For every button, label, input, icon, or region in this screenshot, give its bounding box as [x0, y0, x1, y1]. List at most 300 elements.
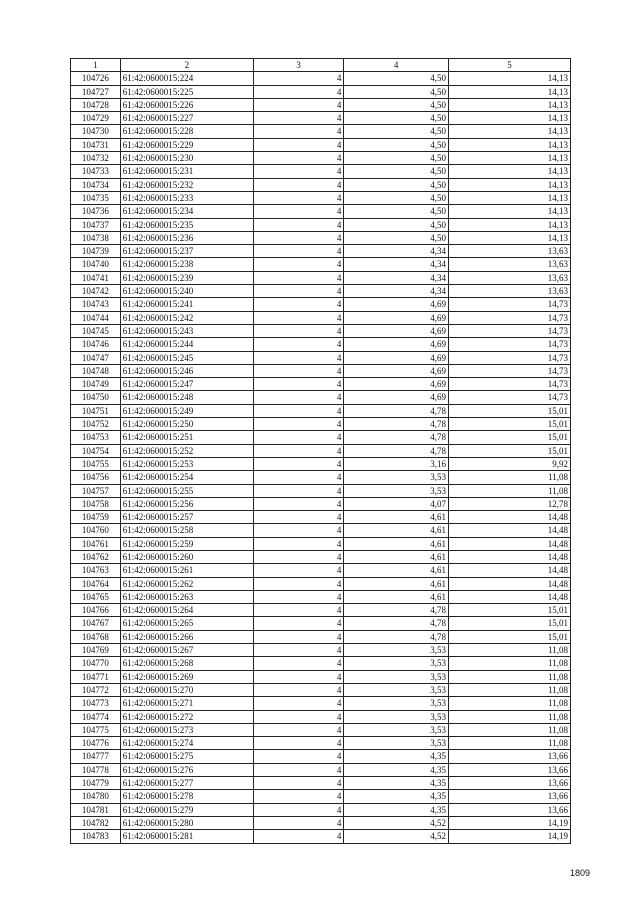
cadastral-number-cell: 61:42:0600015:263	[120, 590, 253, 603]
cadastral-number-cell: 61:42:0600015:247	[120, 378, 253, 391]
value-a-cell: 4,50	[344, 218, 449, 231]
category-cell: 4	[253, 72, 343, 85]
category-cell: 4	[253, 816, 343, 829]
record-number-cell: 104783	[71, 830, 121, 843]
value-b-cell: 14,13	[449, 231, 571, 244]
category-cell: 4	[253, 338, 343, 351]
cadastral-number-cell: 61:42:0600015:271	[120, 697, 253, 710]
category-cell: 4	[253, 231, 343, 244]
table-row	[71, 777, 571, 790]
cadastral-number-cell: 61:42:0600015:280	[120, 816, 253, 829]
category-cell: 4	[253, 98, 343, 111]
value-a-cell: 4,78	[344, 431, 449, 444]
category-cell: 4	[253, 604, 343, 617]
cadastral-number-cell: 61:42:0600015:245	[120, 351, 253, 364]
value-b-cell: 15,01	[449, 617, 571, 630]
table-row	[71, 285, 571, 298]
value-a-cell: 4,61	[344, 524, 449, 537]
table-row	[71, 338, 571, 351]
category-cell: 4	[253, 205, 343, 218]
value-a-cell: 4,69	[344, 311, 449, 324]
value-a-cell: 4,35	[344, 777, 449, 790]
value-a-cell: 3,53	[344, 484, 449, 497]
table-header-row	[71, 59, 571, 72]
category-cell: 4	[253, 431, 343, 444]
table-row	[71, 125, 571, 138]
value-b-cell: 13,66	[449, 803, 571, 816]
table-row	[71, 165, 571, 178]
category-cell: 4	[253, 550, 343, 563]
value-b-cell: 11,08	[449, 471, 571, 484]
category-cell: 4	[253, 152, 343, 165]
category-cell: 4	[253, 763, 343, 776]
value-b-cell: 12,78	[449, 497, 571, 510]
record-number-cell: 104745	[71, 324, 121, 337]
cadastral-number-cell: 61:42:0600015:265	[120, 617, 253, 630]
cadastral-number-cell: 61:42:0600015:272	[120, 710, 253, 723]
table-row	[71, 564, 571, 577]
category-cell: 4	[253, 178, 343, 191]
cadastral-number-cell: 61:42:0600015:229	[120, 138, 253, 151]
value-b-cell: 11,08	[449, 484, 571, 497]
record-number-cell: 104782	[71, 816, 121, 829]
table-row	[71, 218, 571, 231]
cadastral-number-cell: 61:42:0600015:266	[120, 630, 253, 643]
table-row	[71, 484, 571, 497]
table-row	[71, 683, 571, 696]
table-body	[71, 72, 571, 843]
category-cell: 4	[253, 471, 343, 484]
table-row	[71, 152, 571, 165]
table-row	[71, 657, 571, 670]
record-number-cell: 104758	[71, 497, 121, 510]
value-b-cell: 14,13	[449, 178, 571, 191]
value-a-cell: 4,78	[344, 418, 449, 431]
value-a-cell: 4,50	[344, 85, 449, 98]
category-cell: 4	[253, 511, 343, 524]
category-cell: 4	[253, 644, 343, 657]
value-b-cell: 11,08	[449, 670, 571, 683]
cadastral-number-cell: 61:42:0600015:255	[120, 484, 253, 497]
cadastral-number-cell: 61:42:0600015:278	[120, 790, 253, 803]
table-row	[71, 404, 571, 417]
value-b-cell: 11,08	[449, 697, 571, 710]
record-number-cell: 104766	[71, 604, 121, 617]
value-a-cell: 3,53	[344, 471, 449, 484]
value-b-cell: 15,01	[449, 630, 571, 643]
value-b-cell: 11,08	[449, 644, 571, 657]
category-cell: 4	[253, 351, 343, 364]
category-cell: 4	[253, 457, 343, 470]
table-row	[71, 391, 571, 404]
category-cell: 4	[253, 418, 343, 431]
value-b-cell: 14,73	[449, 364, 571, 377]
category-cell: 4	[253, 777, 343, 790]
value-b-cell: 13,66	[449, 763, 571, 776]
cadastral-number-cell: 61:42:0600015:262	[120, 577, 253, 590]
value-b-cell: 11,08	[449, 683, 571, 696]
value-b-cell: 14,19	[449, 830, 571, 843]
value-a-cell: 3,53	[344, 657, 449, 670]
category-cell: 4	[253, 657, 343, 670]
value-a-cell: 4,69	[344, 298, 449, 311]
cadastral-number-cell: 61:42:0600015:276	[120, 763, 253, 776]
record-number-cell: 104777	[71, 750, 121, 763]
table-row	[71, 72, 571, 85]
category-cell: 4	[253, 537, 343, 550]
cadastral-number-cell: 61:42:0600015:279	[120, 803, 253, 816]
category-cell: 4	[253, 723, 343, 736]
cadastral-number-cell: 61:42:0600015:252	[120, 444, 253, 457]
table-row	[71, 98, 571, 111]
record-number-cell: 104771	[71, 670, 121, 683]
category-cell: 4	[253, 378, 343, 391]
record-number-cell: 104769	[71, 644, 121, 657]
column-header: 4	[344, 59, 449, 72]
value-b-cell: 14,48	[449, 524, 571, 537]
table-row	[71, 311, 571, 324]
value-b-cell: 11,08	[449, 723, 571, 736]
table-row	[71, 231, 571, 244]
category-cell: 4	[253, 85, 343, 98]
value-a-cell: 4,35	[344, 763, 449, 776]
table-row	[71, 763, 571, 776]
value-b-cell: 9,92	[449, 457, 571, 470]
value-a-cell: 3,53	[344, 723, 449, 736]
record-number-cell: 104732	[71, 152, 121, 165]
value-b-cell: 14,73	[449, 378, 571, 391]
value-b-cell: 14,48	[449, 550, 571, 563]
cadastral-number-cell: 61:42:0600015:227	[120, 112, 253, 125]
column-header: 2	[120, 59, 253, 72]
record-number-cell: 104775	[71, 723, 121, 736]
category-cell: 4	[253, 245, 343, 258]
value-a-cell: 4,50	[344, 72, 449, 85]
category-cell: 4	[253, 577, 343, 590]
value-a-cell: 4,34	[344, 245, 449, 258]
cadastral-number-cell: 61:42:0600015:238	[120, 258, 253, 271]
value-a-cell: 3,53	[344, 737, 449, 750]
record-number-cell: 104738	[71, 231, 121, 244]
value-a-cell: 4,78	[344, 604, 449, 617]
cadastral-number-cell: 61:42:0600015:253	[120, 457, 253, 470]
record-number-cell: 104744	[71, 311, 121, 324]
record-number-cell: 104739	[71, 245, 121, 258]
table-row	[71, 737, 571, 750]
table-row	[71, 364, 571, 377]
value-a-cell: 4,50	[344, 98, 449, 111]
table-row	[71, 590, 571, 603]
table-row	[71, 271, 571, 284]
value-b-cell: 14,48	[449, 564, 571, 577]
record-number-cell: 104734	[71, 178, 121, 191]
record-number-cell: 104762	[71, 550, 121, 563]
table-row	[71, 112, 571, 125]
record-number-cell: 104776	[71, 737, 121, 750]
value-b-cell: 14,13	[449, 98, 571, 111]
value-b-cell: 14,13	[449, 165, 571, 178]
record-number-cell: 104778	[71, 763, 121, 776]
category-cell: 4	[253, 670, 343, 683]
cadastral-number-cell: 61:42:0600015:244	[120, 338, 253, 351]
cadastral-number-cell: 61:42:0600015:243	[120, 324, 253, 337]
table-row	[71, 550, 571, 563]
table-row	[71, 816, 571, 829]
value-a-cell: 4,78	[344, 617, 449, 630]
record-number-cell: 104752	[71, 418, 121, 431]
record-number-cell: 104742	[71, 285, 121, 298]
value-b-cell: 13,66	[449, 777, 571, 790]
table-row	[71, 205, 571, 218]
value-b-cell: 13,63	[449, 258, 571, 271]
category-cell: 4	[253, 830, 343, 843]
value-b-cell: 13,66	[449, 750, 571, 763]
value-b-cell: 13,63	[449, 285, 571, 298]
value-a-cell: 4,50	[344, 178, 449, 191]
value-b-cell: 14,13	[449, 218, 571, 231]
value-a-cell: 4,35	[344, 803, 449, 816]
table-row	[71, 577, 571, 590]
cadastral-number-cell: 61:42:0600015:259	[120, 537, 253, 550]
record-number-cell: 104733	[71, 165, 121, 178]
value-b-cell: 14,48	[449, 590, 571, 603]
value-a-cell: 4,34	[344, 258, 449, 271]
value-a-cell: 3,16	[344, 457, 449, 470]
category-cell: 4	[253, 191, 343, 204]
value-a-cell: 4,52	[344, 816, 449, 829]
value-b-cell: 15,01	[449, 444, 571, 457]
value-a-cell: 4,50	[344, 191, 449, 204]
category-cell: 4	[253, 112, 343, 125]
category-cell: 4	[253, 364, 343, 377]
category-cell: 4	[253, 258, 343, 271]
record-number-cell: 104736	[71, 205, 121, 218]
value-a-cell: 4,50	[344, 165, 449, 178]
value-a-cell: 4,50	[344, 152, 449, 165]
table-row	[71, 138, 571, 151]
record-number-cell: 104761	[71, 537, 121, 550]
record-number-cell: 104765	[71, 590, 121, 603]
value-b-cell: 14,13	[449, 112, 571, 125]
value-b-cell: 14,48	[449, 511, 571, 524]
value-a-cell: 4,61	[344, 537, 449, 550]
record-number-cell: 104748	[71, 364, 121, 377]
cadastral-number-cell: 61:42:0600015:261	[120, 564, 253, 577]
cadastral-number-cell: 61:42:0600015:275	[120, 750, 253, 763]
cadastral-number-cell: 61:42:0600015:248	[120, 391, 253, 404]
value-b-cell: 15,01	[449, 604, 571, 617]
category-cell: 4	[253, 311, 343, 324]
category-cell: 4	[253, 590, 343, 603]
record-number-cell: 104747	[71, 351, 121, 364]
category-cell: 4	[253, 391, 343, 404]
record-number-cell: 104729	[71, 112, 121, 125]
value-b-cell: 14,73	[449, 324, 571, 337]
table-row	[71, 697, 571, 710]
record-number-cell: 104757	[71, 484, 121, 497]
category-cell: 4	[253, 324, 343, 337]
category-cell: 4	[253, 165, 343, 178]
value-a-cell: 3,53	[344, 697, 449, 710]
data-table	[70, 58, 571, 844]
record-number-cell: 104780	[71, 790, 121, 803]
value-a-cell: 4,78	[344, 444, 449, 457]
category-cell: 4	[253, 630, 343, 643]
cadastral-number-cell: 61:42:0600015:250	[120, 418, 253, 431]
record-number-cell: 104741	[71, 271, 121, 284]
table-row	[71, 723, 571, 736]
table-row	[71, 85, 571, 98]
value-b-cell: 11,08	[449, 710, 571, 723]
value-a-cell: 4,61	[344, 590, 449, 603]
record-number-cell: 104726	[71, 72, 121, 85]
table-row	[71, 444, 571, 457]
cadastral-number-cell: 61:42:0600015:256	[120, 497, 253, 510]
column-header: 5	[449, 59, 571, 72]
cadastral-number-cell: 61:42:0600015:236	[120, 231, 253, 244]
category-cell: 4	[253, 444, 343, 457]
value-b-cell: 14,13	[449, 205, 571, 218]
table-row	[71, 324, 571, 337]
table-row	[71, 750, 571, 763]
value-a-cell: 4,61	[344, 511, 449, 524]
value-b-cell: 14,13	[449, 138, 571, 151]
cadastral-number-cell: 61:42:0600015:268	[120, 657, 253, 670]
value-b-cell: 14,13	[449, 125, 571, 138]
record-number-cell: 104774	[71, 710, 121, 723]
cadastral-number-cell: 61:42:0600015:281	[120, 830, 253, 843]
record-number-cell: 104749	[71, 378, 121, 391]
value-b-cell: 14,48	[449, 577, 571, 590]
value-a-cell: 4,69	[344, 324, 449, 337]
value-b-cell: 15,01	[449, 418, 571, 431]
value-a-cell: 4,61	[344, 564, 449, 577]
value-b-cell: 14,19	[449, 816, 571, 829]
value-b-cell: 14,73	[449, 298, 571, 311]
table-row	[71, 471, 571, 484]
category-cell: 4	[253, 524, 343, 537]
category-cell: 4	[253, 218, 343, 231]
record-number-cell: 104763	[71, 564, 121, 577]
record-number-cell: 104735	[71, 191, 121, 204]
value-a-cell: 4,78	[344, 404, 449, 417]
category-cell: 4	[253, 697, 343, 710]
cadastral-number-cell: 61:42:0600015:226	[120, 98, 253, 111]
table-row	[71, 298, 571, 311]
record-number-cell: 104759	[71, 511, 121, 524]
cadastral-number-cell: 61:42:0600015:249	[120, 404, 253, 417]
category-cell: 4	[253, 790, 343, 803]
cadastral-number-cell: 61:42:0600015:240	[120, 285, 253, 298]
cadastral-number-cell: 61:42:0600015:232	[120, 178, 253, 191]
value-a-cell: 4,34	[344, 285, 449, 298]
category-cell: 4	[253, 710, 343, 723]
cadastral-number-cell: 61:42:0600015:258	[120, 524, 253, 537]
cadastral-number-cell: 61:42:0600015:239	[120, 271, 253, 284]
value-a-cell: 4,50	[344, 125, 449, 138]
value-a-cell: 3,53	[344, 683, 449, 696]
category-cell: 4	[253, 497, 343, 510]
value-a-cell: 4,69	[344, 364, 449, 377]
cadastral-number-cell: 61:42:0600015:257	[120, 511, 253, 524]
cadastral-number-cell: 61:42:0600015:264	[120, 604, 253, 617]
cadastral-number-cell: 61:42:0600015:254	[120, 471, 253, 484]
table-row	[71, 830, 571, 843]
value-a-cell: 4,50	[344, 205, 449, 218]
value-a-cell: 4,35	[344, 750, 449, 763]
table-row	[71, 630, 571, 643]
record-number-cell: 104772	[71, 683, 121, 696]
value-a-cell: 4,61	[344, 550, 449, 563]
value-a-cell: 4,07	[344, 497, 449, 510]
record-number-cell: 104728	[71, 98, 121, 111]
value-b-cell: 14,73	[449, 351, 571, 364]
cadastral-number-cell: 61:42:0600015:241	[120, 298, 253, 311]
value-b-cell: 14,73	[449, 338, 571, 351]
value-a-cell: 4,34	[344, 271, 449, 284]
category-cell: 4	[253, 683, 343, 696]
value-a-cell: 4,50	[344, 138, 449, 151]
table-row	[71, 790, 571, 803]
table-row	[71, 178, 571, 191]
table-row	[71, 617, 571, 630]
record-number-cell: 104730	[71, 125, 121, 138]
value-b-cell: 15,01	[449, 431, 571, 444]
value-b-cell: 14,13	[449, 152, 571, 165]
value-a-cell: 4,78	[344, 630, 449, 643]
value-b-cell: 14,13	[449, 191, 571, 204]
cadastral-number-cell: 61:42:0600015:246	[120, 364, 253, 377]
cadastral-number-cell: 61:42:0600015:242	[120, 311, 253, 324]
record-number-cell: 104754	[71, 444, 121, 457]
value-a-cell: 3,53	[344, 710, 449, 723]
value-a-cell: 4,35	[344, 790, 449, 803]
cadastral-number-cell: 61:42:0600015:231	[120, 165, 253, 178]
record-number-cell: 104755	[71, 457, 121, 470]
category-cell: 4	[253, 138, 343, 151]
record-number-cell: 104770	[71, 657, 121, 670]
table-row	[71, 378, 571, 391]
category-cell: 4	[253, 484, 343, 497]
record-number-cell: 104740	[71, 258, 121, 271]
value-a-cell: 4,61	[344, 577, 449, 590]
category-cell: 4	[253, 617, 343, 630]
category-cell: 4	[253, 298, 343, 311]
cadastral-number-cell: 61:42:0600015:277	[120, 777, 253, 790]
table-row	[71, 258, 571, 271]
cadastral-number-cell: 61:42:0600015:274	[120, 737, 253, 750]
record-number-cell: 104760	[71, 524, 121, 537]
value-a-cell: 3,53	[344, 644, 449, 657]
record-number-cell: 104746	[71, 338, 121, 351]
value-b-cell: 13,63	[449, 271, 571, 284]
table-row	[71, 245, 571, 258]
category-cell: 4	[253, 285, 343, 298]
cadastral-number-cell: 61:42:0600015:251	[120, 431, 253, 444]
column-header: 3	[253, 59, 343, 72]
value-a-cell: 4,50	[344, 112, 449, 125]
value-a-cell: 4,52	[344, 830, 449, 843]
table-row	[71, 418, 571, 431]
value-a-cell: 4,69	[344, 378, 449, 391]
record-number-cell: 104731	[71, 138, 121, 151]
record-number-cell: 104764	[71, 577, 121, 590]
category-cell: 4	[253, 803, 343, 816]
table-row	[71, 497, 571, 510]
record-number-cell: 104779	[71, 777, 121, 790]
table-row	[71, 524, 571, 537]
cadastral-number-cell: 61:42:0600015:235	[120, 218, 253, 231]
